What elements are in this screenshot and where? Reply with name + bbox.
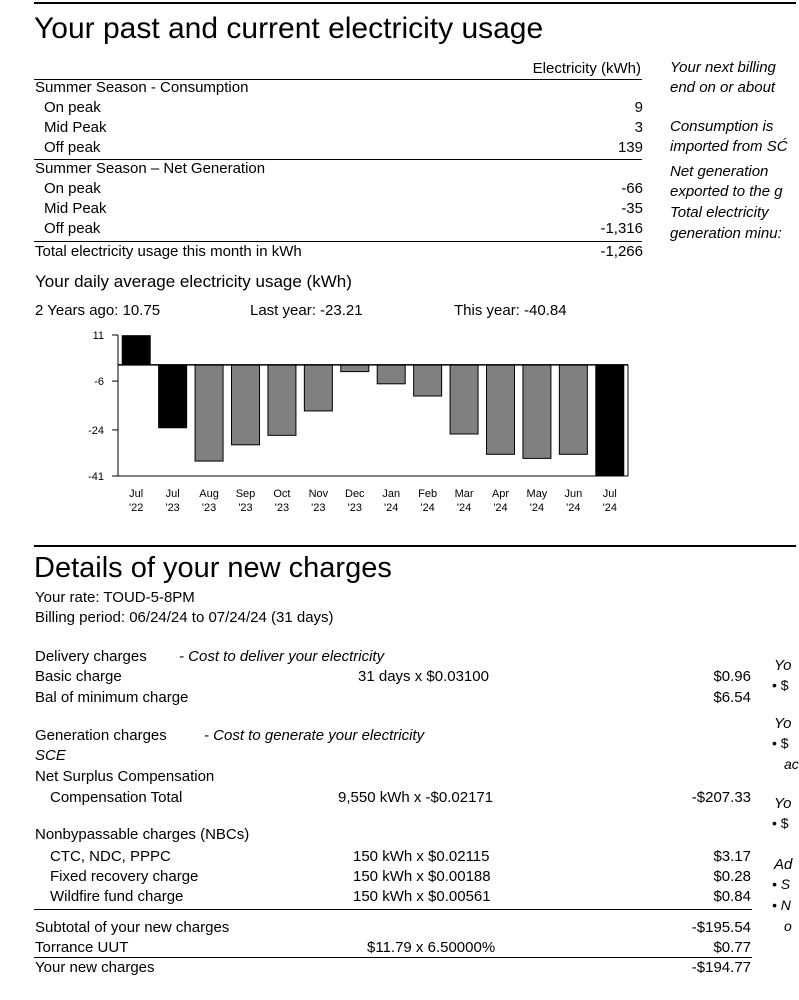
side-note: generation minu: [670,225,782,242]
x-tick-label-month: Mar [454,488,474,500]
usage-row-value: -35 [621,200,643,217]
x-tick-label-year: '23 [311,502,326,514]
nbc-row-calc: 150 kWh x $0.00561 [353,888,491,905]
tax-amount: $0.77 [713,939,751,956]
y-tick-label: 11 [92,330,104,342]
nbc-header: Nonbypassable charges (NBCs) [35,826,250,843]
usage-row-value: 9 [634,99,643,116]
this-year: This year: -40.84 [454,302,567,319]
top-rule [34,2,796,4]
x-tick-label-year: '24 [529,502,545,514]
basic-charge-label: Basic charge [35,668,122,685]
x-tick-label-year: '23 [238,502,253,514]
compensation-label: Compensation Total [50,789,183,806]
consumption-header: Summer Season - Consumption [35,79,249,96]
x-tick-label-month: Jun [564,488,583,500]
usage-total-value: -1,266 [600,243,643,260]
x-tick-label-month: Jul [165,488,180,500]
x-tick-label-year: '24 [493,502,508,514]
x-tick-label-month: Nov [308,488,329,500]
y-tick-label: -6 [94,376,104,389]
balmin-amount: $6.54 [713,689,751,706]
usage-row-label: Off peak [44,220,101,237]
bar [268,365,296,435]
usage-row-value: -66 [621,180,643,197]
bar [450,365,478,434]
right-fragment: • $ [772,815,789,831]
nbc-row-calc: 150 kWh x $0.02115 [353,848,490,865]
basic-charge-amount: $0.96 [713,668,751,685]
usage-row-value: 139 [617,139,643,156]
netgen-rule [34,241,642,242]
bar [523,365,551,459]
bar [232,365,260,445]
bar [195,365,223,461]
x-tick-label-year: '24 [456,502,472,514]
side-note: Net generation [670,163,769,180]
nsc-label: Net Surplus Compensation [35,768,215,785]
x-tick-label-month: Sep [235,488,256,500]
y-tick-label: -41 [88,471,104,483]
compensation-calc: 9,550 kWh x -$0.02171 [338,789,494,806]
right-fragment: Yo [774,715,792,732]
subtotal-amount: -$195.54 [691,919,751,936]
subtotal-label: Subtotal of your new charges [35,919,230,936]
compensation-amount: -$207.33 [691,789,751,806]
nbc-row-amount: $0.28 [713,868,751,885]
side-note: end on or about [670,79,776,96]
right-fragment: Yo [774,795,792,812]
total-rule [34,957,752,958]
usage-row-label: Off peak [44,139,101,156]
nbc-row-calc: 150 kWh x $0.00188 [353,868,491,885]
usage-row-value: -1,316 [600,220,643,237]
subtotal-rule [34,909,752,910]
x-tick-label-month: Oct [273,488,291,500]
x-tick-label-month: Aug [199,488,219,500]
billing-period: Billing period: 06/24/24 to 07/24/24 (31 days) [35,609,334,626]
right-fragment: • S [772,876,791,892]
bar [414,365,442,396]
x-tick-label-year: '23 [347,502,362,514]
right-fragment: • $ [772,735,789,751]
usage-title: Your past and current electricity usage [34,12,544,45]
charges-title: Details of your new charges [34,552,392,584]
x-tick-label-year: '22 [129,502,144,514]
nbc-row-amount: $3.17 [713,848,751,865]
x-tick-label-month: Feb [418,488,438,500]
usage-row-label: Mid Peak [44,119,107,136]
daily-title: Your daily average electricity usage (kWh) [35,272,352,291]
balmin-label: Bal of minimum charge [35,689,189,706]
generation-header: Generation charges [35,727,167,744]
bar [304,365,332,411]
bar [159,365,187,428]
usage-row-label: On peak [44,99,101,116]
tax-calc: $11.79 x 6.50000% [367,939,496,956]
new-charges-amount: -$194.77 [691,959,751,976]
usage-total-label: Total electricity usage this month in kWh [35,243,302,260]
netgen-header: Summer Season – Net Generation [35,160,266,177]
delivery-note: - Cost to deliver your electricity [179,648,385,665]
generation-note: - Cost to generate your electricity [204,727,425,744]
side-note: imported from SĆ [670,138,788,155]
y-tick-label: -24 [88,424,104,437]
right-fragment: Yo [774,657,792,674]
x-tick-label-year: '24 [420,502,435,514]
usage-row-label: On peak [44,180,101,197]
x-tick-label-month: Dec [345,488,365,500]
side-note: Your next billing [670,59,776,76]
bar [122,336,150,365]
bar [341,365,369,372]
usage-row-value: 3 [634,119,643,136]
x-tick-label-year: '24 [566,502,581,514]
x-tick-label-year: '24 [384,502,399,514]
x-tick-label-month: Jan [382,488,401,500]
nbc-row-label: CTC, NDC, PPPC [50,848,171,865]
usage-column-header: Electricity (kWh) [532,60,641,77]
delivery-header: Delivery charges [35,648,147,665]
x-tick-label-month: Jul [129,488,144,500]
x-tick-label-month: Apr [491,488,510,500]
right-fragment: Ad [774,856,793,873]
bar [596,365,624,476]
x-tick-label-year: '23 [201,502,217,514]
nbc-row-label: Fixed recovery charge [50,868,199,885]
x-tick-label-month: Jul [602,488,617,500]
tax-label: Torrance UUT [35,939,129,956]
bar [377,365,405,384]
bar [487,365,515,454]
daily-usage-chart [0,325,660,530]
x-tick-label-year: '23 [274,502,290,514]
side-note: exported to the g [670,183,783,200]
nbc-row-label: Wildfire fund charge [50,888,184,905]
right-fragment: ac [784,756,799,772]
x-tick-label-year: '24 [602,502,617,514]
two-years-ago: 2 Years ago: 10.75 [35,302,161,319]
side-note: Consumption is [670,118,774,135]
right-fragment: o [784,918,792,934]
right-fragment: • $ [772,677,789,693]
x-tick-label-year: '23 [165,502,180,514]
right-fragment: • N [772,897,791,913]
bar [559,365,587,454]
new-charges-label: Your new charges [35,959,155,976]
usage-row-label: Mid Peak [44,200,107,217]
charges-top-rule [34,545,796,547]
nbc-row-amount: $0.84 [713,888,751,905]
x-tick-label-month: May [526,488,548,500]
side-note: Total electricity [670,204,769,221]
last-year: Last year: -23.21 [250,302,363,319]
rate: Your rate: TOUD-5-8PM [35,589,195,606]
basic-charge-calc: 31 days x $0.03100 [358,668,489,685]
sce-label: SCE [35,747,66,764]
